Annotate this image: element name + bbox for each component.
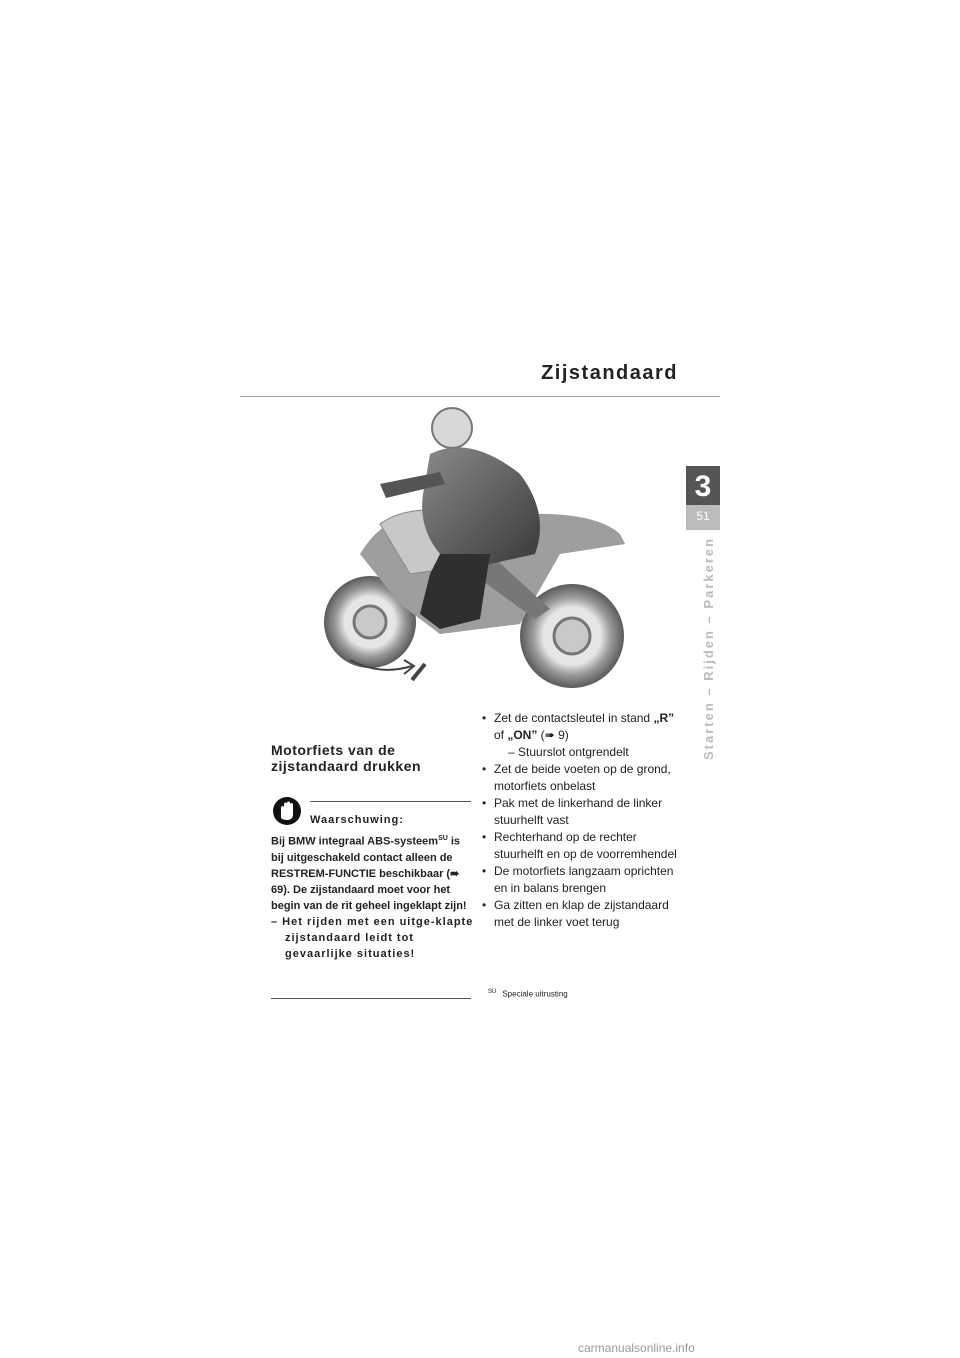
watermark: carmanualsonline.info [578, 1341, 695, 1355]
section-heading: Motorfiets van de zijstandaard drukken [271, 742, 422, 774]
warning-label: Waarschuwing: [310, 814, 404, 826]
list-item: • De motorfiets langzaam oprichten en in balans brengen [480, 863, 685, 897]
footnote-text: Speciale uitrusting [502, 989, 568, 999]
list-item: • Ga zitten en klap de zijstandaard met de linker voet terug [480, 897, 685, 931]
warning-text-part-1: Bij BMW integraal ABS-systeem [271, 835, 439, 848]
page-title: Zijstandaard [541, 362, 678, 384]
page-number: 51 [696, 509, 710, 523]
warning-bottom-rule [271, 998, 471, 999]
warning-sub-item: – Het rijden met een uitge-klapte zijstandaard leidt tot gevaarlijke situaties! [271, 915, 474, 960]
list-item: • Rechterhand op de rechter stuurhelft en op de voorremhendel [480, 829, 685, 863]
chapter-side-label: Starten – Rijden – Parkeren [701, 536, 716, 760]
warning-top-rule [310, 801, 471, 802]
warning-hand-icon [272, 796, 302, 826]
list-item: • Zet de contactsleutel in stand „R” of „ON” (➠ 9) – Stuurslot ontgrendelt [480, 710, 685, 761]
chapter-number: 3 [694, 470, 712, 503]
list-sub-item: – Stuurslot ontgrendelt [508, 745, 629, 759]
instruction-list [480, 710, 685, 931]
warning-text [271, 831, 475, 962]
warning-text-part-2: is bij uitgeschakeld contact alleen de RESTREM-FUNCTIE beschikbaar (➠ 69). De zijstandaard moet voor het begin van de rit geheel ingeklapt zijn! [271, 835, 467, 912]
special-equipment-marker: SU [438, 835, 448, 842]
title-divider [240, 396, 720, 397]
footnote-marker: SU [488, 989, 497, 995]
list-item: • Zet de beide voeten op de grond, motorfiets onbelast [480, 761, 685, 795]
footnote [488, 989, 568, 999]
motorcycle-sidestand-illustration [320, 404, 634, 698]
list-item: • Pak met de linkerhand de linker stuurhelft vast [480, 795, 685, 829]
